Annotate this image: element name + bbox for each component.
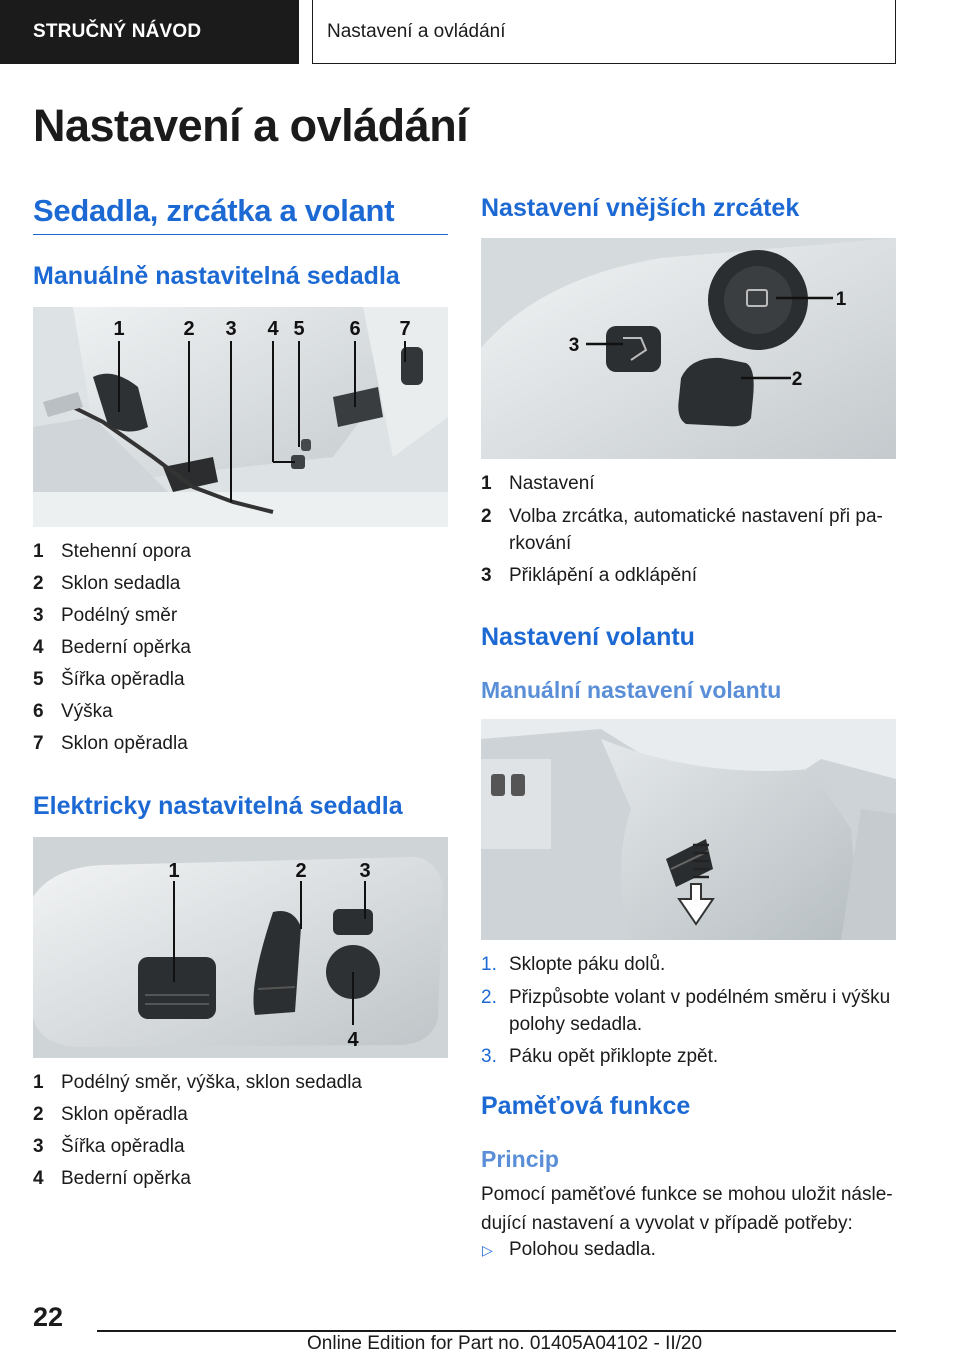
memory-bullet: ▷ Polohou sedadla. [481,1235,896,1265]
list-item: 3 Podélný směr [33,605,178,626]
callout-5: 5 [293,318,305,340]
list-item: 5 Šířka opěradla [33,669,185,690]
list-item: 1 Nastavení [481,473,595,494]
callout-2: 2 [791,369,803,390]
triangle-bullet-icon: ▷ [482,1242,493,1258]
list-item: 1. Sklopte páku dolů. [481,954,666,975]
list-item: 4 Bederní opěrka [33,1168,191,1189]
page-title: Nastavení a ovládání [33,100,469,151]
callout-2: 2 [183,318,195,340]
callout-4: 4 [267,318,279,340]
footer-divider [97,1330,896,1332]
manual-seat-legend [33,536,448,760]
subheading-manual-steering: Manuální nastavení volantu [481,677,782,703]
list-item: 3 Přiklápění a odklápění [481,565,698,586]
list-item: 2 Sklon opěradla [33,1104,188,1125]
heading-mirrors: Nastavení vnějších zrcátek [481,194,800,222]
heading-steering: Nastavení volantu [481,623,695,651]
steering-lever-photo [481,719,896,940]
subheading-principle: Princip [481,1146,559,1172]
mirror-legend [481,468,896,592]
list-item: 3. Páku opět přiklopte zpět. [481,1046,719,1067]
electric-seat-photo [33,837,448,1058]
page-number: 22 [33,1302,64,1332]
footer-edition: Online Edition for Part no. 01405A04102 - II/20 [307,1333,703,1354]
heading-seats-mirrors-wheel: Sedadla, zrcátka a volant [33,193,448,235]
callout-1: 1 [835,289,847,310]
manual-seat-photo [33,307,448,527]
callout-1: 1 [113,318,125,340]
chapter-tab: Nastavení a ovládání [312,0,896,64]
list-item: 1 Stehenní opora [33,541,191,562]
list-item: 3 Šířka opěradla [33,1136,185,1157]
list-item: 6 Výška [33,701,113,722]
callout-1: 1 [168,860,180,882]
memory-description: Pomocí paměťové funkce se mohou uložit násle-dující nastavení a vyvolat v případě potřeby: [481,1184,893,1234]
list-item: 1 Podélný směr, výška, sklon sedadla [33,1072,362,1093]
section-tab: STRUČNÝ NÁVOD [0,0,299,64]
list-item: 2 Sklon sedadla [33,573,181,594]
callout-4: 4 [347,1029,359,1051]
callout-3: 3 [225,318,237,340]
callout-6: 6 [349,318,361,340]
list-item: 4 Bederní opěrka [33,637,191,658]
callout-2: 2 [295,860,307,882]
electric-seat-legend [33,1067,448,1195]
list-item: 2. Přizpůsobte volant v podélném směru i výšku polohy sedadla. [481,987,891,1035]
heading-manual-seats: Manuálně nastavitelná sedadla [33,262,400,290]
heading-memory: Paměťová funkce [481,1092,691,1120]
steering-steps [481,949,896,1073]
list-item: 7 Sklon opěradla [33,733,188,754]
heading-electric-seats: Elektricky nastavitelná sedadla [33,792,403,820]
mirror-control-photo [481,238,896,459]
callout-7: 7 [399,318,411,340]
callout-3: 3 [359,860,371,882]
callout-3: 3 [568,335,580,356]
list-item: 2 Volba zrcátka, automatické nastavení při pa-rkování [481,506,883,554]
